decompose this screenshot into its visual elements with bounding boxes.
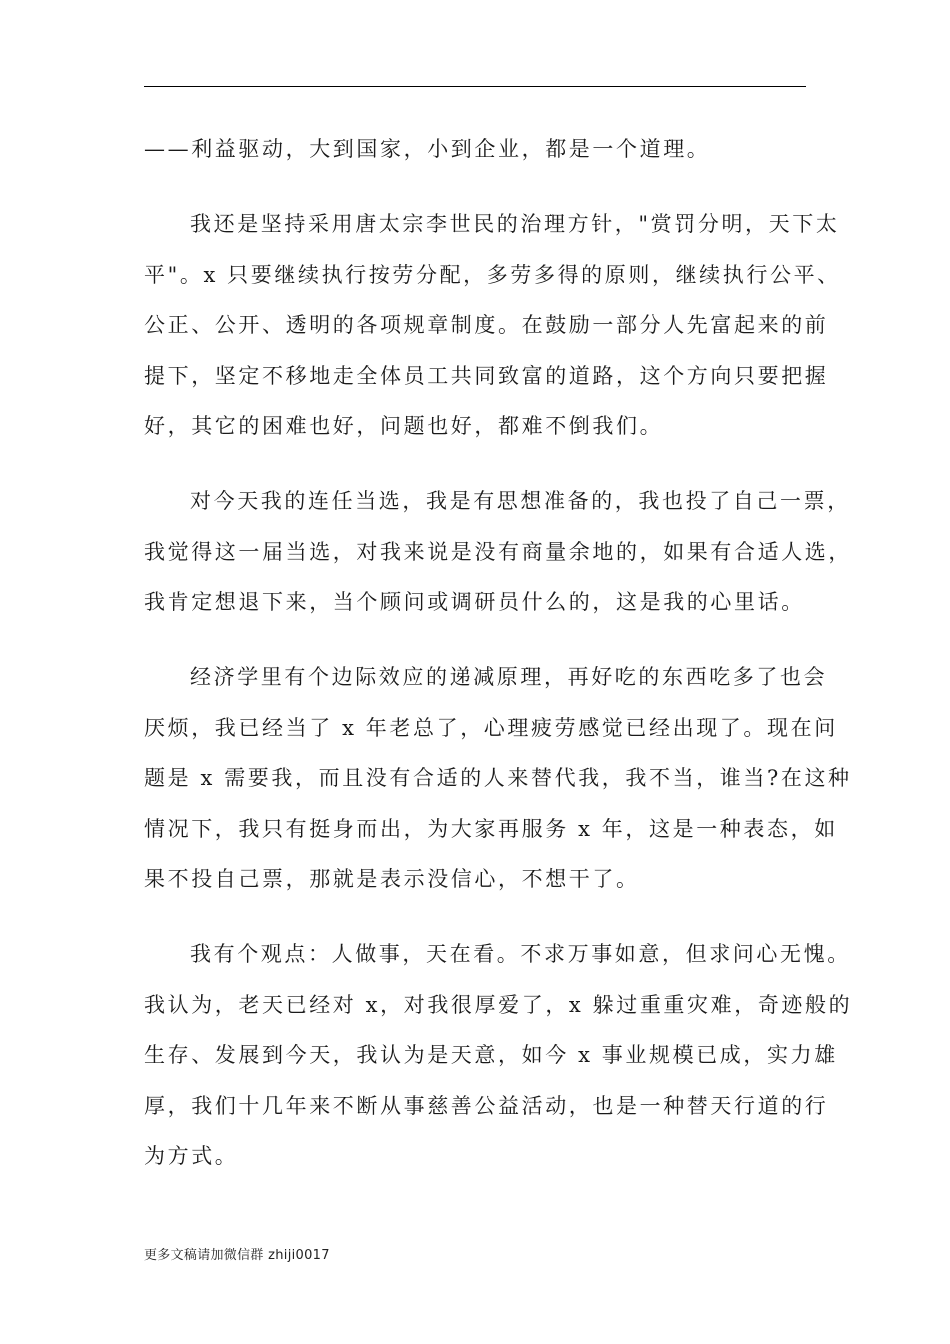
text-line: 对今天我的连任当选，我是有思想准备的，我也投了自己一票， (190, 489, 851, 513)
text-line: 经济学里有个边际效应的递减原理，再好吃的东西吃多了也会 (190, 665, 828, 689)
text-line: 生存、发展到今天，我认为是天意，如今 x 事业规模已成，实力雄 (144, 1043, 838, 1067)
text-line: 情况下，我只有挺身而出，为大家再服务 x 年，这是一种表态，如 (144, 816, 838, 841)
paragraph-3 (144, 476, 852, 628)
text-line: 好，其它的困难也好，问题也好，都难不倒我们。 (144, 414, 664, 438)
paragraph-4 (144, 652, 852, 905)
text-line: 公正、公开、透明的各项规章制度。在鼓励一部分人先富起来的前 (144, 313, 829, 337)
text-line: 为方式。 (144, 1144, 239, 1168)
text-line: 我有个观点：人做事，天在看。不求万事如意，但求问心无愧。 (190, 942, 851, 966)
text-line: 我觉得这一届当选，对我来说是没有商量余地的，如果有合适人选， (144, 539, 852, 564)
footer-note: 更多文稿请加微信群 zhiji0017 (144, 1248, 330, 1263)
text-line: 果不投自己票，那就是表示没信心，不想干了。 (144, 867, 640, 891)
text-line: 我认为，老天已经对 x，对我很厚爱了，x 躲过重重灾难，奇迹般的 (144, 992, 853, 1017)
header-rule (144, 86, 806, 87)
text-line: 平"。x 只要继续执行按劳分配，多劳多得的原则，继续执行公平、 (144, 262, 841, 287)
text-line: ——利益驱动，大到国家，小到企业，都是一个道理。 (144, 137, 711, 161)
text-line: 我还是坚持采用唐太宗李世民的治理方针，"赏罚分明，天下太 (190, 212, 840, 236)
paragraph-2 (144, 199, 841, 452)
text-line: 提下，坚定不移地走全体员工共同致富的道路，这个方向只要把握 (144, 363, 829, 388)
text-line: 题是 x 需要我，而且没有合适的人来替代我，我不当，谁当?在这种 (144, 766, 852, 790)
document-body (144, 124, 853, 1206)
text-line: 厚，我们十几年来不断从事慈善公益活动，也是一种替天行道的行 (144, 1093, 829, 1118)
text-line: 我肯定想退下来，当个顾问或调研员什么的，这是我的心里话。 (144, 590, 805, 614)
paragraph-5 (144, 929, 853, 1182)
paragraph-1 (144, 124, 809, 175)
text-line: 厌烦，我已经当了 x 年老总了，心理疲劳感觉已经出现了。现在问 (144, 715, 838, 740)
